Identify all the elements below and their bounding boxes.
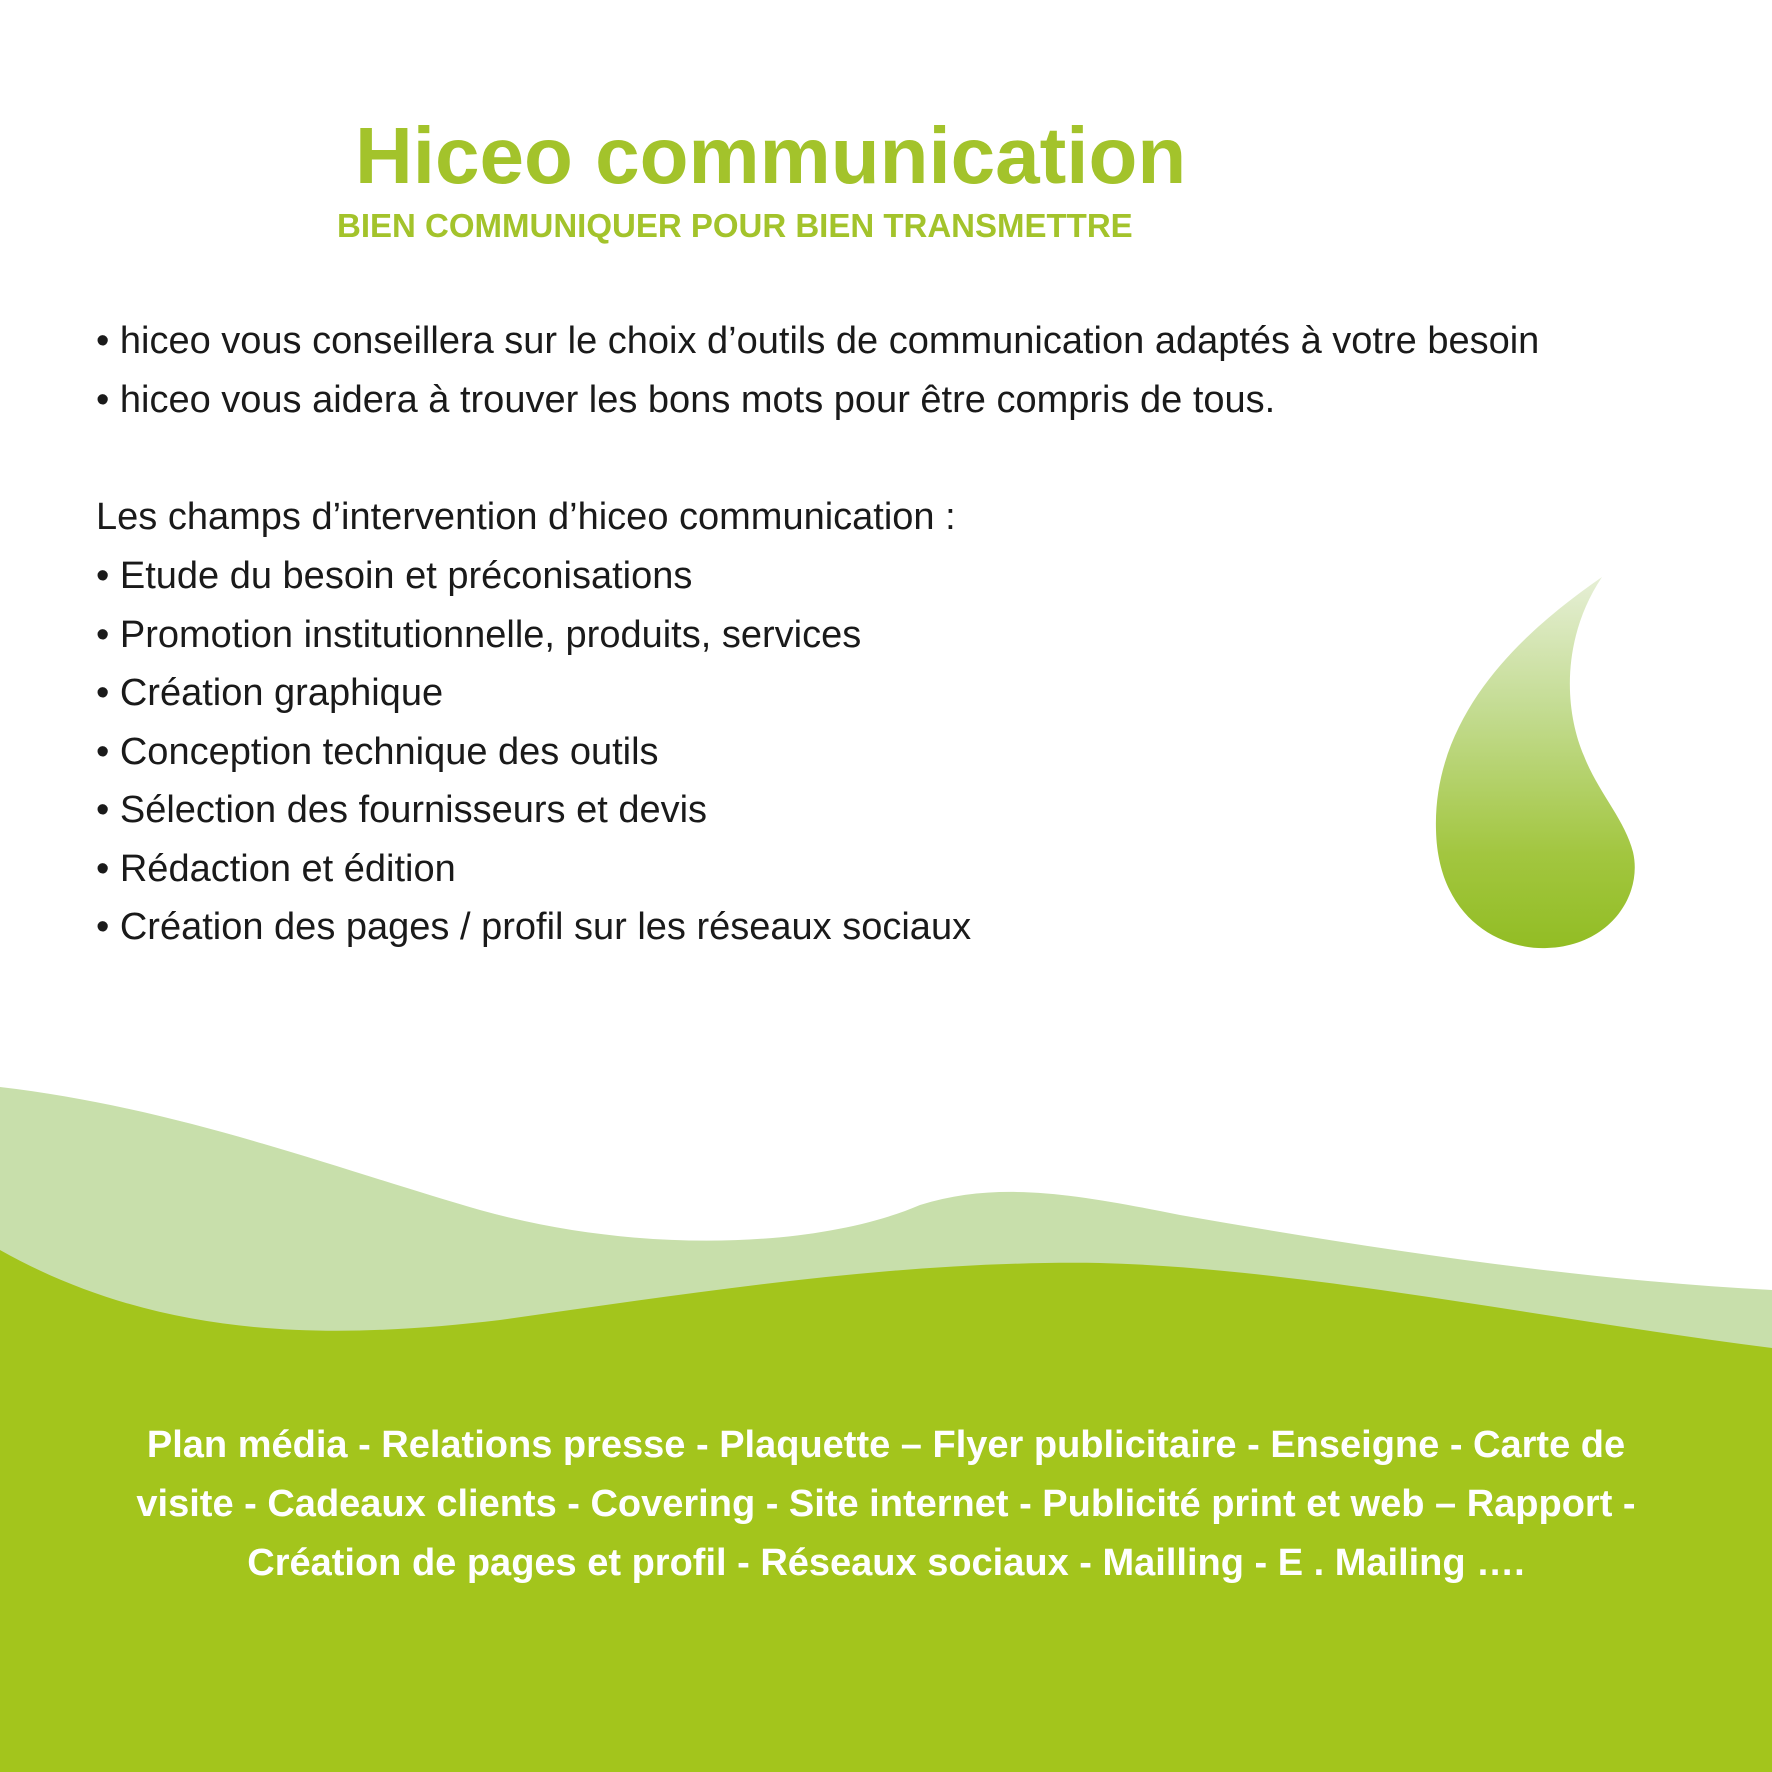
green-drop-graphic bbox=[1420, 570, 1640, 955]
list-item: • Rédaction et édition bbox=[96, 847, 456, 890]
intro-list bbox=[96, 312, 1539, 430]
list-item: • Etude du besoin et préconisations bbox=[96, 555, 693, 597]
list-item: • Création graphique bbox=[96, 672, 444, 714]
drop-shape bbox=[1436, 577, 1635, 948]
list-item: • Promotion institutionnelle, produits, services bbox=[96, 613, 862, 656]
list-item: • Sélection des fournisseurs et devis bbox=[96, 789, 708, 831]
fields-list bbox=[96, 547, 971, 957]
page-subtitle: BIEN COMMUNIQUER POUR BIEN TRANSMETTRE bbox=[337, 207, 1133, 244]
services-list-text: Plan média - Relations presse - Plaquette – Flyer publicitaire - Enseigne - Carte de visite - Cadeaux clients - Covering - Site internet - Publicité print et web – Rapport - Création de pages et profil - Réseaux sociaux - Mailling - E . Mailing …. bbox=[136, 1424, 1636, 1584]
list-item: • Création des pages / profil sur les réseaux sociaux bbox=[96, 906, 972, 948]
list-item: • Conception technique des outils bbox=[96, 730, 659, 773]
fields-heading: Les champs d’intervention d’hiceo communication : bbox=[96, 496, 956, 538]
list-item: • hiceo vous conseillera sur le choix d’outils de communication adaptés à votre besoin bbox=[96, 320, 1540, 362]
list-item: • hiceo vous aidera à trouver les bons mots pour être compris de tous. bbox=[96, 379, 1276, 421]
page-title: Hiceo communication bbox=[355, 111, 1187, 200]
